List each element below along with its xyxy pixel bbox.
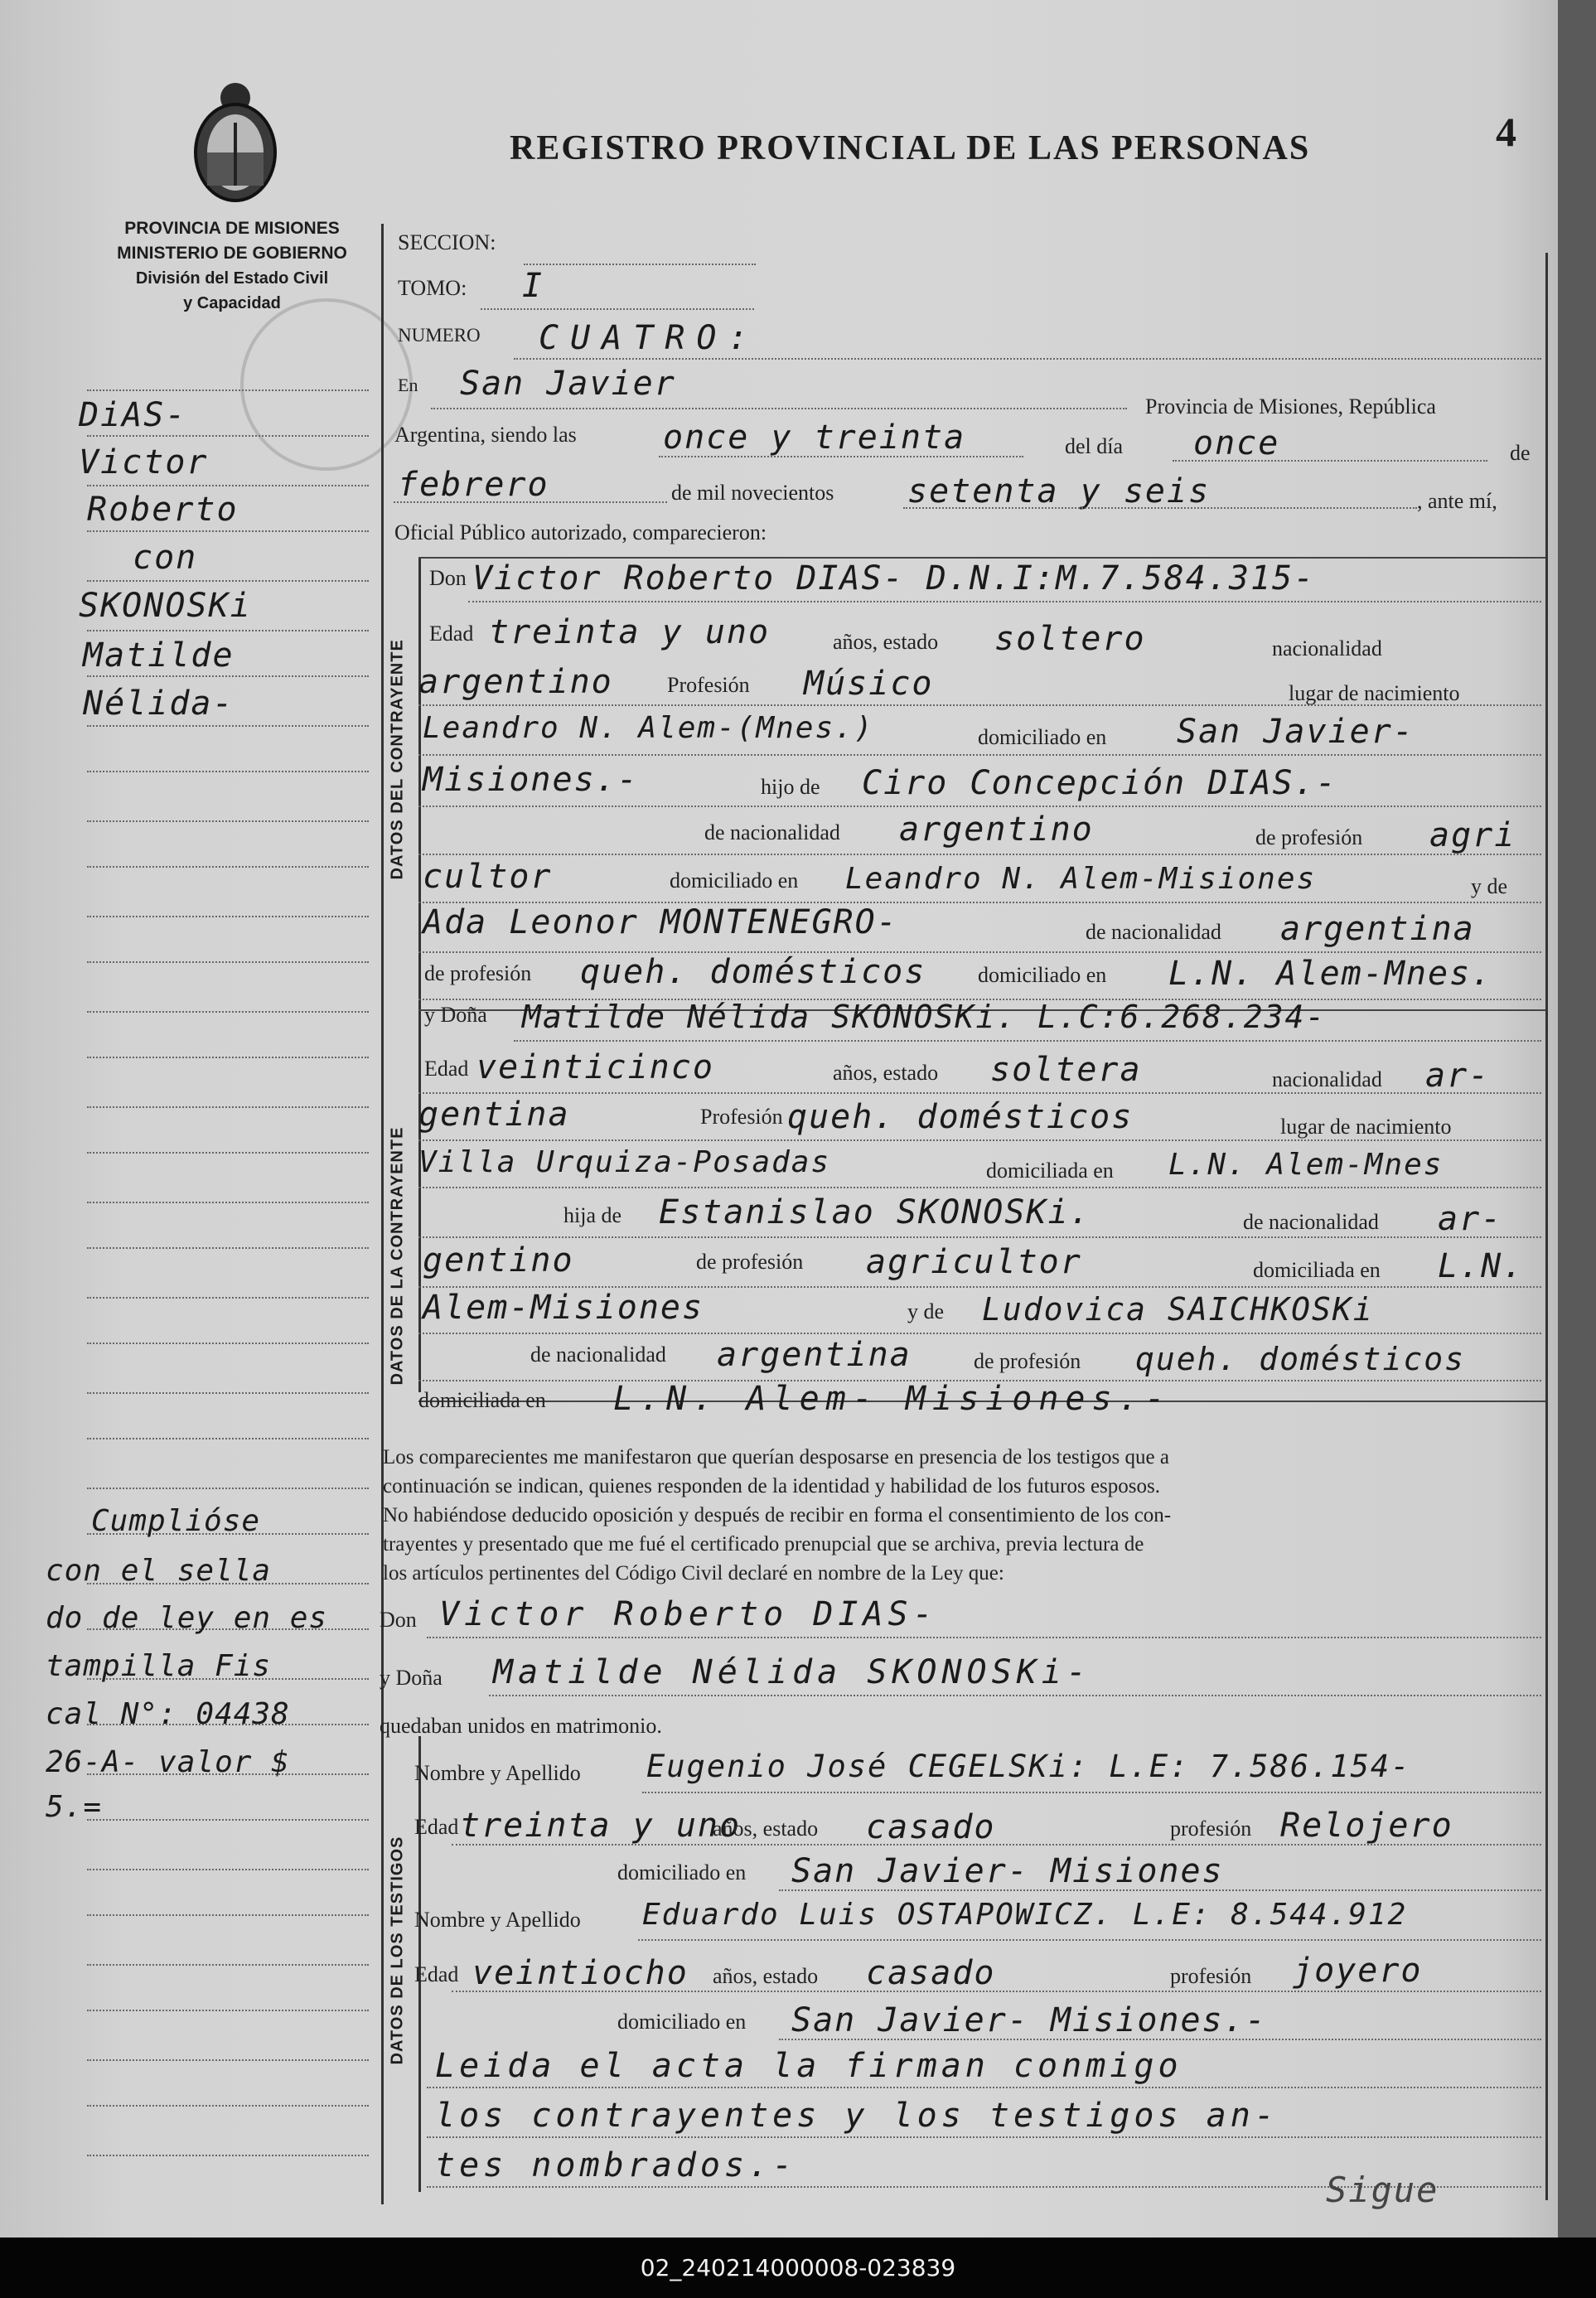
page-title: REGISTRO PROVINCIAL DE LAS PERSONAS (510, 129, 1311, 167)
bride-father-nacionalidad-cont: gentino (423, 1241, 574, 1280)
argentina-text: Argentina, siendo las (394, 423, 577, 447)
org-division: División del Estado Civil (135, 269, 329, 288)
groom-nacionalidad: argentino (418, 663, 613, 701)
edad-label: Edad (414, 1962, 459, 1986)
anio-value: setenta y seis (907, 472, 1211, 510)
anos-estado-label: años, estado (833, 630, 939, 654)
hora-value: once y treinta (663, 418, 966, 457)
declaration-line: trayentes y presentado que me fué el certificado prenupcial que se archiva, previa lectura de (383, 1533, 1144, 1555)
groom-mother-nacionalidad: argentina (1280, 910, 1475, 948)
bride-mother: Ludovica SAICHKOSKi (982, 1291, 1374, 1328)
coat-of-arms-icon (189, 76, 282, 206)
witness2-estado: casado (866, 1954, 996, 1992)
groom-profesion: Músico (804, 665, 934, 703)
closing-line: Leida el acta la firman conmigo (435, 2047, 1182, 2085)
declaration-line: continuación se indican, quienes responden de la identidad y habilidad de los futuros esposos. (383, 1475, 1160, 1497)
margin-note-line: cal N°: 04438 (46, 1697, 290, 1731)
org-capacity: y Capacidad (183, 294, 281, 312)
witnesses-section-label: DATOS DE LOS TESTIGOS (388, 1836, 407, 2065)
groom-section-label: DATOS DEL CONTRAYENTE (388, 639, 407, 880)
edad-label: Edad (429, 622, 474, 646)
y-dona-label: y Doña (380, 1666, 443, 1690)
quedaban-text: quedaban unidos en matrimonio. (380, 1714, 662, 1738)
domiciliado-label: domiciliado en (978, 725, 1107, 749)
book-binding (1558, 0, 1596, 2238)
dia-value: once (1193, 424, 1280, 462)
closing-line: los contrayentes y los testigos an- (435, 2097, 1279, 2135)
margin-name-line: Matilde (83, 636, 235, 675)
groom-father-profesion: agri (1429, 816, 1516, 854)
groom-father-nacionalidad: argentino (899, 810, 1094, 849)
witness2-domicilio: San Javier- Misiones.- (791, 2001, 1267, 2039)
nombre-apellido-label: Nombre y Apellido (414, 1761, 581, 1785)
bride-name: Matilde Nélida SKONOSKi. L.C:6.268.234- (522, 999, 1327, 1035)
margin-note-line: con el sella (46, 1554, 272, 1588)
groom-mother-domicilio: L.N. Alem-Mnes. (1168, 955, 1493, 993)
witness1-profesion: Relojero (1280, 1807, 1453, 1845)
margin-note-line: 5.= (46, 1790, 103, 1824)
mes-value: febrero (398, 466, 549, 504)
margin-name-line: Victor (79, 443, 209, 481)
right-border (1545, 253, 1548, 2200)
numero-label: NUMERO (398, 325, 481, 346)
margin-name-line: SKONOSKi (79, 587, 252, 625)
bride-father-profesion: agricultor (866, 1243, 1082, 1281)
de-profesion-label: de profesión (1255, 825, 1363, 849)
lugar-nacimiento-label: lugar de nacimiento (1289, 681, 1460, 705)
margin-name-line: DiAS- (79, 396, 187, 434)
oficial-text: Oficial Público autorizado, comparecieron: (394, 520, 767, 544)
don-label: Don (429, 566, 467, 590)
declaration-line: los artículos pertinentes del Código Civil declaré en nombre de la Ley que: (383, 1562, 1004, 1584)
witness1-domicilio: San Javier- Misiones (791, 1852, 1224, 1890)
bride-estado: soltera (990, 1051, 1142, 1089)
witness1-edad: treinta y uno (460, 1807, 742, 1845)
margin-divider (381, 224, 384, 2204)
groom-mother: Ada Leonor MONTENEGRO- (423, 903, 898, 941)
witness2-profesion: joyero (1293, 1952, 1423, 1990)
groom-father-profesion-cont: cultor (423, 858, 553, 896)
de-nacionalidad-label: de nacionalidad (530, 1343, 666, 1367)
y-de-label: y de (907, 1299, 945, 1323)
groom-domicilio-cont: Misiones.- (423, 761, 639, 799)
de-nacionalidad-label: de nacionalidad (1086, 920, 1221, 944)
bride-father: Estanislao SKONOSKi. (659, 1193, 1091, 1231)
numero-value: CUATRO: (539, 319, 760, 357)
de-profesion-label: de profesión (424, 961, 532, 985)
groom-estado: soltero (994, 620, 1146, 658)
bride-edad: veinticinco (476, 1048, 714, 1086)
anos-estado-label: años, estado (833, 1061, 939, 1085)
domiciliada-label: domiciliada en (418, 1388, 546, 1412)
declaration-line: Los comparecientes me manifestaron que querían desposarse en presencia de los testigos que a (383, 1446, 1169, 1468)
bride-mother-nacionalidad: argentina (717, 1336, 912, 1374)
witness2-name: Eduardo Luis OSTAPOWICZ. L.E: 8.544.912 (642, 1898, 1408, 1932)
bride-lugar: Villa Urquiza-Posadas (418, 1145, 831, 1179)
registry-stamp (240, 298, 413, 471)
margin-name-line: Roberto (87, 491, 239, 529)
bride-domicilio: L.N. Alem-Mnes (1168, 1148, 1444, 1182)
de-label: de (1510, 441, 1531, 465)
y-dona-label: y Doña (424, 1003, 487, 1027)
bride-mother-domicilio: L.N. Alem- Misiones.- (613, 1380, 1172, 1418)
domiciliado-label: domiciliado en (617, 1860, 747, 1884)
bride-nacionalidad: ar- (1425, 1057, 1491, 1095)
margin-name-line: con (133, 539, 198, 577)
sigue-note: Sigue (1326, 2170, 1439, 2210)
witness2-edad: veintiocho (472, 1954, 689, 1992)
profesion-label: Profesión (667, 673, 750, 697)
page-number: 4 (1496, 109, 1516, 155)
bride-father-domicilio: L.N. (1438, 1247, 1525, 1285)
org-province: PROVINCIA DE MISIONES (124, 219, 340, 238)
domiciliado-label: domiciliado en (978, 963, 1107, 987)
profesion-label: Profesión (700, 1105, 783, 1129)
bride-father-domicilio-cont: Alem-Misiones (423, 1289, 704, 1327)
groom-father: Ciro Concepción DIAS.- (862, 764, 1337, 802)
nacionalidad-label: nacionalidad (1272, 1067, 1382, 1091)
tomo-label: TOMO: (398, 276, 467, 300)
declared-bride: Matilde Nélida SKONOSKi- (493, 1653, 1091, 1691)
nombre-apellido-label: Nombre y Apellido (414, 1908, 581, 1932)
profesion-label: profesión (1170, 1964, 1252, 1988)
provincia-text: Provincia de Misiones, República (1145, 394, 1436, 418)
don-label: Don (380, 1608, 417, 1632)
de-nacionalidad-label: de nacionalidad (704, 820, 840, 844)
groom-domicilio: San Javier- (1177, 713, 1415, 751)
margin-note-line: tampilla Fis (46, 1649, 272, 1683)
del-dia-label: del día (1065, 434, 1124, 458)
de-profesion-label: de profesión (974, 1349, 1081, 1373)
groom-name: Victor Roberto DIAS- D.N.I:M.7.584.315- (472, 559, 1316, 597)
y-de-label: y de (1471, 874, 1508, 898)
groom-lugar: Leandro N. Alem-(Mnes.) (423, 711, 874, 745)
anos-estado-label: años, estado (713, 1817, 819, 1841)
groom-mother-profesion: queh. domésticos (580, 953, 926, 991)
anos-estado-label: años, estado (713, 1964, 819, 1988)
groom-edad: treinta y uno (489, 613, 771, 651)
declared-groom: Victor Roberto DIAS- (439, 1595, 938, 1633)
org-ministry: MINISTERIO DE GOBIERNO (117, 244, 347, 263)
seccion-label: SECCION: (398, 230, 496, 254)
domiciliada-label: domiciliada en (986, 1159, 1114, 1183)
hija-de-label: hija de (563, 1203, 622, 1227)
hijo-de-label: hijo de (761, 775, 820, 799)
witness1-name: Eugenio José CEGELSKi: L.E: 7.586.154- (646, 1749, 1411, 1784)
bride-profesion: queh. domésticos (787, 1098, 1134, 1136)
declaration-line: No habiéndose deducido oposición y después de recibir en forma el consentimiento de los con- (383, 1504, 1172, 1526)
domiciliado-label: domiciliado en (617, 2010, 747, 2034)
bride-mother-profesion: queh. domésticos (1135, 1341, 1466, 1377)
margin-note-line: 26-A- valor $ (46, 1745, 290, 1779)
witness1-estado: casado (866, 1808, 996, 1846)
mil-label: de mil novecientos (671, 481, 834, 505)
edad-label: Edad (414, 1815, 459, 1839)
de-nacionalidad-label: de nacionalidad (1243, 1210, 1379, 1234)
profesion-label: profesión (1170, 1817, 1252, 1841)
margin-note-line: do de ley en es (46, 1601, 328, 1635)
margin-note-line: Cumplióse (91, 1504, 261, 1538)
domiciliada-label: domiciliada en (1253, 1258, 1381, 1282)
domiciliado-label: domiciliado en (670, 868, 799, 893)
de-profesion-label: de profesión (696, 1250, 804, 1274)
lugar-value: San Javier (460, 365, 676, 403)
closing-line: tes nombrados.- (435, 2146, 797, 2184)
margin-name-line: Nélida- (83, 685, 235, 723)
en-label: En (398, 375, 418, 395)
image-caption: 02_240214000008-023839 (0, 2238, 1596, 2298)
bride-father-nacionalidad: ar- (1438, 1200, 1503, 1238)
groom-father-domicilio: Leandro N. Alem-Misiones (845, 862, 1317, 896)
ante-mi-text: , ante mí, (1417, 489, 1497, 513)
edad-label: Edad (424, 1057, 469, 1081)
lugar-nacimiento-label: lugar de nacimiento (1280, 1115, 1452, 1139)
bride-nacionalidad-cont: gentina (418, 1096, 570, 1134)
tomo-value: I (522, 267, 544, 305)
nacionalidad-label: nacionalidad (1272, 636, 1382, 660)
bride-section-label: DATOS DE LA CONTRAYENTE (388, 1126, 407, 1386)
